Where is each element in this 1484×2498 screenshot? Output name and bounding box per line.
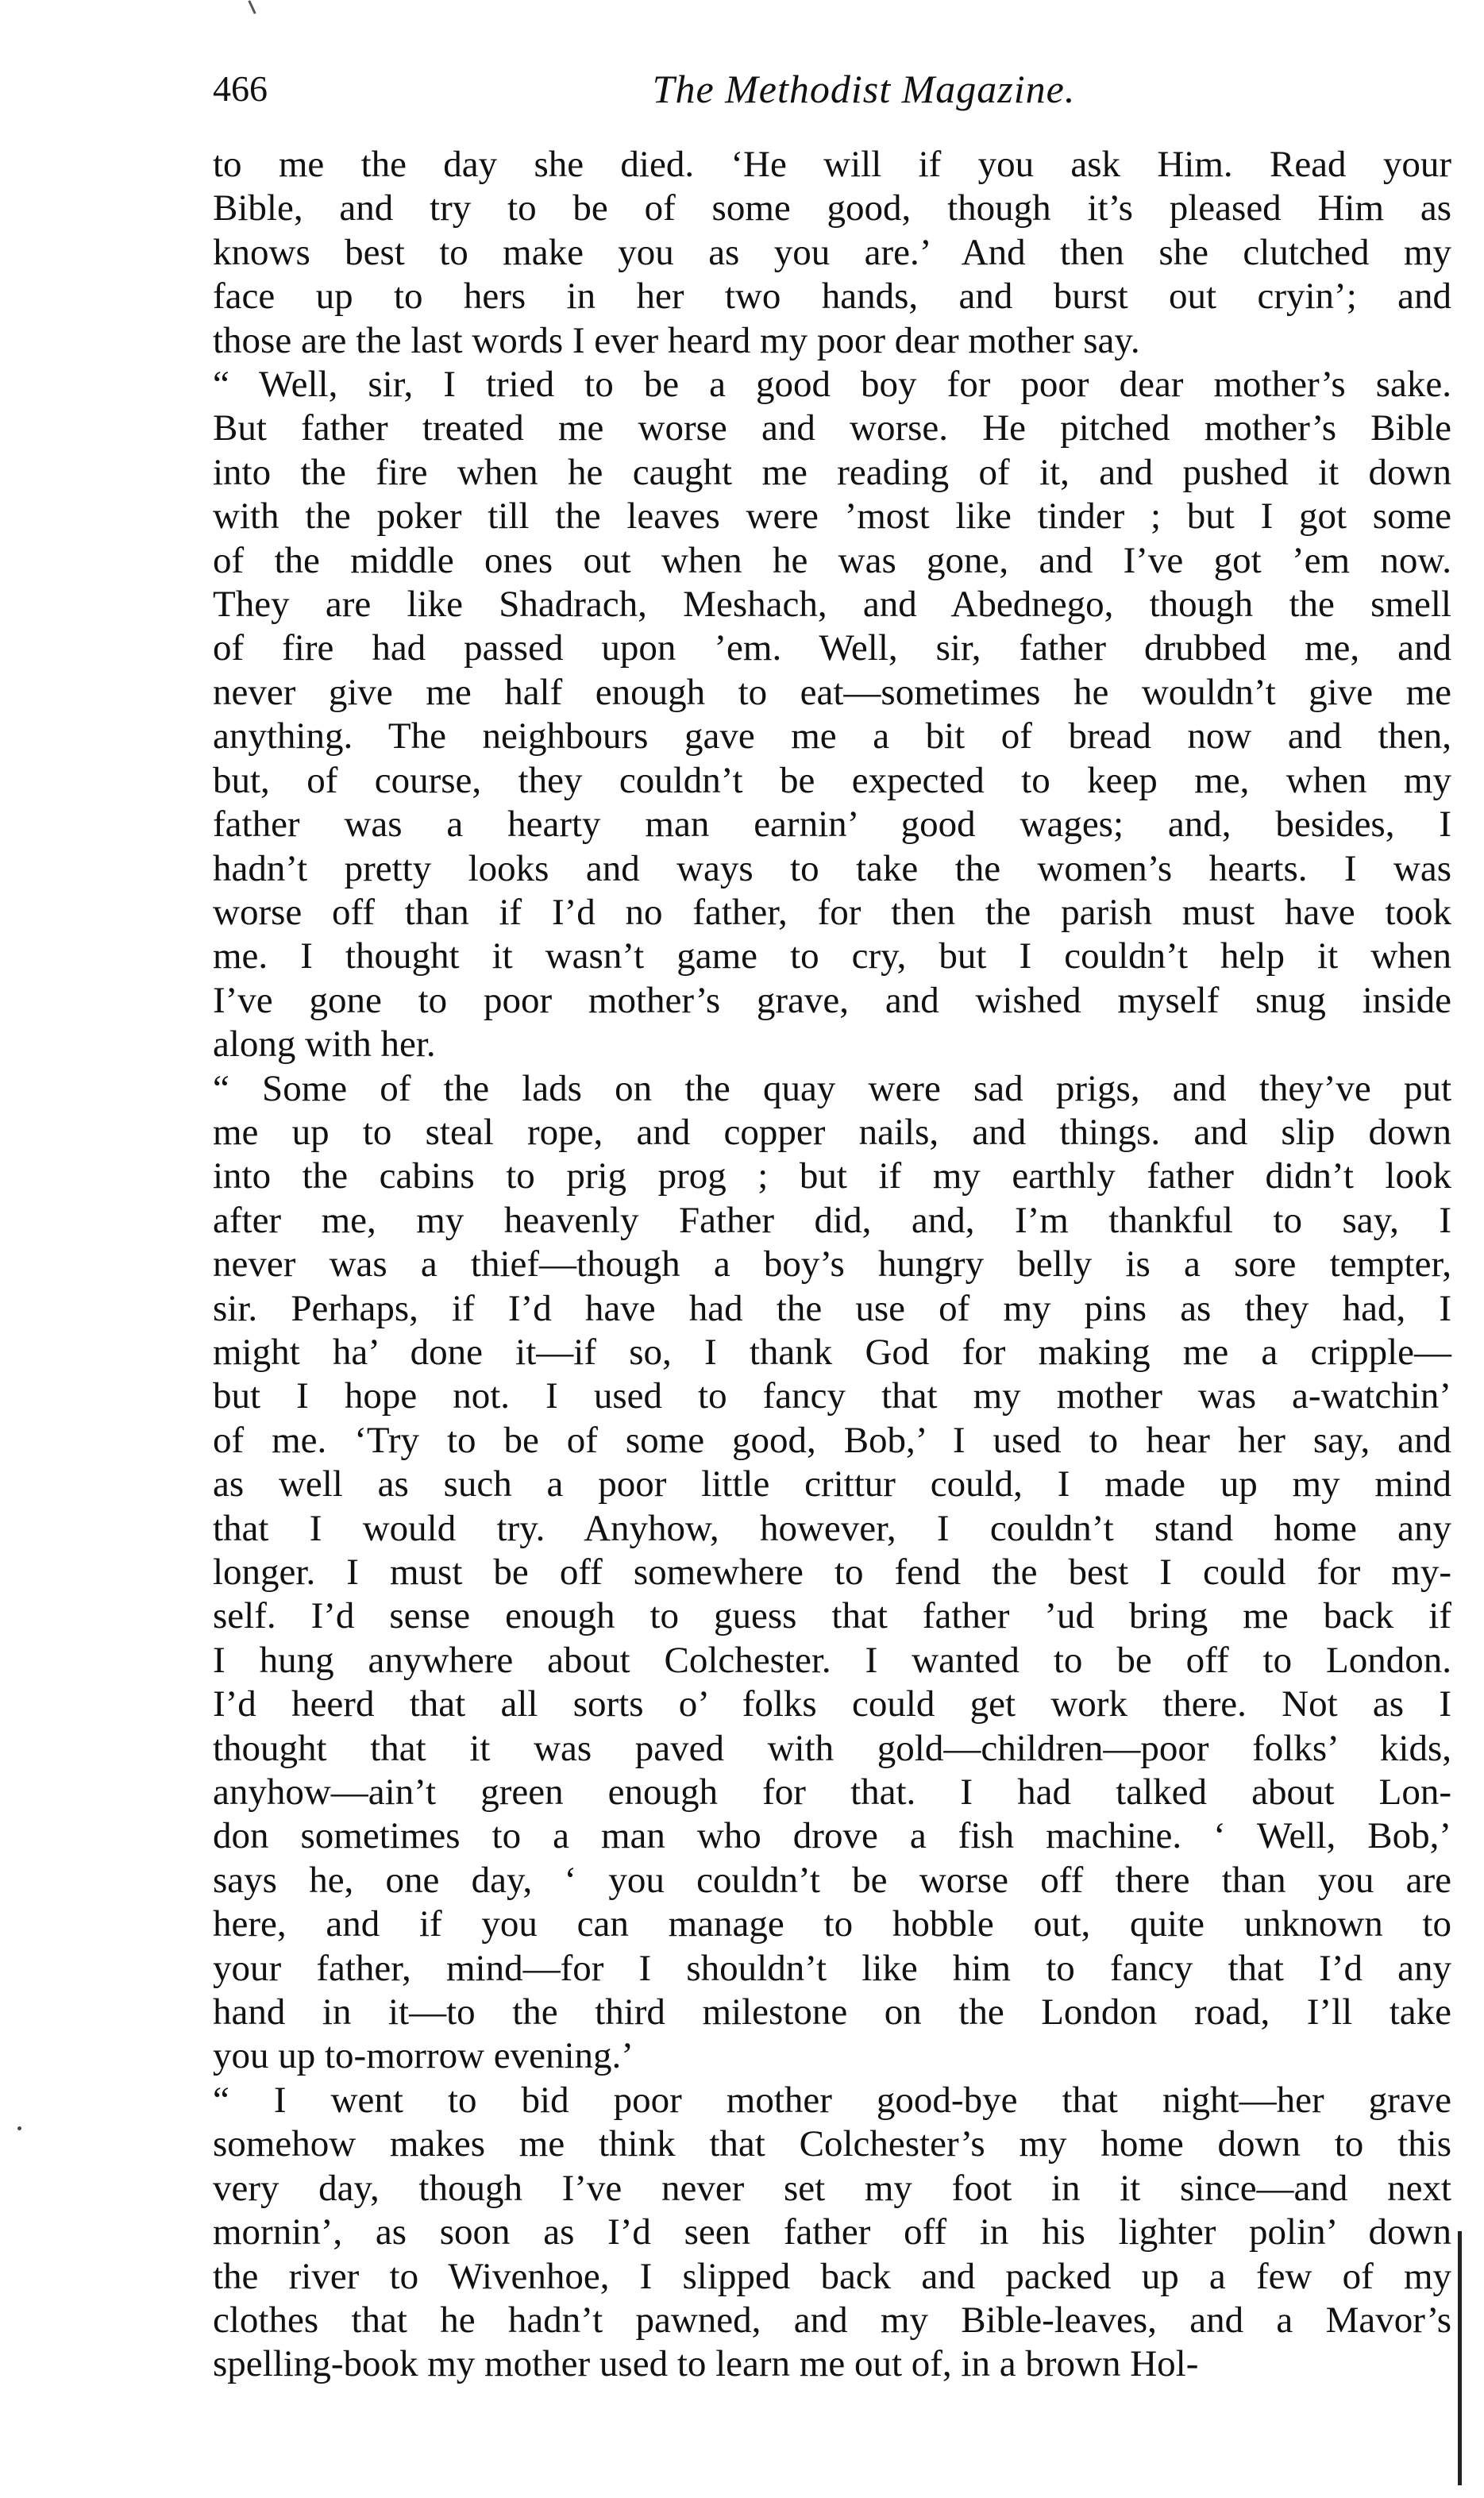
text-line: They are like Shadrach, Meshach, and Abednego, though the smell [213,584,1451,626]
text-line: I’d heerd that all sorts o’ folks could get work there. Not as I [213,1683,1451,1725]
text-line: you up to-morrow evening.’ [213,2035,634,2077]
text-line: might ha’ done it—if so, I thank God for making me a cripple— [213,1331,1451,1373]
paragraph [213,1067,1451,2079]
text-line: somehow makes me think that Colchester’s my home down to this [213,2123,1451,2165]
text-line: of the middle ones out when he was gone, and I’ve got ’em now. [213,539,1451,581]
text-line: don sometimes to a man who drove a fish machine. ‘ Well, Bob,’ [213,1815,1451,1857]
text-line: But father treated me worse and worse. He pitched mother’s Bible [213,407,1451,449]
text-line: never give me half enough to eat—sometimes he wouldn’t give me [213,671,1451,713]
text-line: I hung anywhere about Colchester. I wanted to be off to London. [213,1639,1451,1681]
text-line: as well as such a poor little crittur could, I made up my mind [213,1463,1451,1505]
text-line: that I would try. Anyhow, however, I couldn’t stand home any [213,1507,1451,1549]
text-line: “ I went to bid poor mother good-bye that night—her grave [213,2079,1451,2121]
running-title: The Methodist Magazine. [652,67,1076,111]
text-line: “ Well, sir, I tried to be a good boy for poor dear mother’s sake. [213,364,1451,406]
text-line: me. I thought it wasn’t game to cry, but I couldn’t help it when [213,935,1451,977]
text-line: clothes that he hadn’t pawned, and my Bible-leaves, and a Mavor’s [213,2299,1451,2341]
text-line: into the cabins to prig prog ; but if my earthly father didn’t look [213,1155,1451,1197]
text-line: face up to hers in her two hands, and burst out cryin’; and [213,276,1451,318]
stray-mark-dot [17,2126,21,2130]
text-line: your father, mind—for I shouldn’t like him to fancy that I’d any [213,1947,1451,1989]
text-line: but, of course, they couldn’t be expected to keep me, when my [213,759,1451,801]
text-line: sir. Perhaps, if I’d have had the use of my pins as they had, I [213,1287,1451,1329]
text-line: spelling-book my mother used to learn me out of, in a brown Hol- [213,2343,1199,2385]
text-line: with the poker till the leaves were ’most like tinder ; but I got some [213,495,1451,538]
text-line: of fire had passed upon ’em. Well, sir, father drubbed me, and [213,627,1451,669]
page-number: 466 [213,68,268,109]
page-header [213,57,1451,121]
text-line: of me. ‘Try to be of some good, Bob,’ I used to hear her say, and [213,1419,1451,1461]
stray-mark [248,0,256,14]
text-line: the river to Wivenhoe, I slipped back and packed up a few of my [213,2255,1451,2297]
text-line: very day, though I’ve never set my foot in it since—and next [213,2167,1451,2209]
text-line: never was a thief—though a boy’s hungry belly is a sore tempter, [213,1243,1451,1286]
text-line: I’ve gone to poor mother’s grave, and wished myself snug inside [213,979,1451,1021]
text-line: here, and if you can manage to hobble out, quite unknown to [213,1903,1451,1945]
paragraph [213,2079,1451,2387]
text-line: along with her. [213,1023,436,1066]
text-line: but I hope not. I used to fancy that my mother was a-watchin’ [213,1375,1451,1417]
body-text [213,143,1451,2387]
text-line: anything. The neighbours gave me a bit of bread now and then, [213,715,1451,757]
text-line: me up to steal rope, and copper nails, and things. and slip down [213,1111,1451,1153]
text-line: knows best to make you as you are.’ And then she clutched my [213,231,1451,273]
text-line: father was a hearty man earnin’ good wages; and, besides, I [213,804,1451,846]
text-line: Bible, and try to be of some good, though it’s pleased Him as [213,187,1451,229]
text-line: those are the last words I ever heard my poor dear mother say. [213,319,1140,361]
text-line: hadn’t pretty looks and ways to take the women’s hearts. I was [213,847,1451,889]
text-line: into the fire when he caught me reading of it, and pushed it down [213,451,1451,493]
text-line: mornin’, as soon as I’d seen father off in his lighter polin’ down [213,2211,1451,2253]
text-line: after me, my heavenly Father did, and, I’m thankful to say, I [213,1199,1451,1241]
text-line: longer. I must be off somewhere to fend the best I could for my- [213,1552,1451,1593]
margin-rule [1458,2231,1462,2485]
text-line: worse off than if I’d no father, for then the parish must have took [213,891,1451,933]
text-line: anyhow—ain’t green enough for that. I had talked about Lon- [213,1771,1451,1814]
paragraph [213,363,1451,1067]
text-line: “ Some of the lads on the quay were sad prigs, and they’ve put [213,1067,1451,1109]
text-line: thought that it was paved with gold—children—poor folks’ kids, [213,1727,1451,1769]
text-line: to me the day she died. ‘He will if you ask Him. Read your [213,144,1451,185]
text-line: self. I’d sense enough to guess that father ’ud bring me back if [213,1595,1451,1637]
text-line: says he, one day, ‘ you couldn’t be worse off there than you are [213,1859,1451,1901]
paragraph [213,143,1451,363]
text-line: hand in it—to the third milestone on the London road, I’ll take [213,1991,1451,2033]
